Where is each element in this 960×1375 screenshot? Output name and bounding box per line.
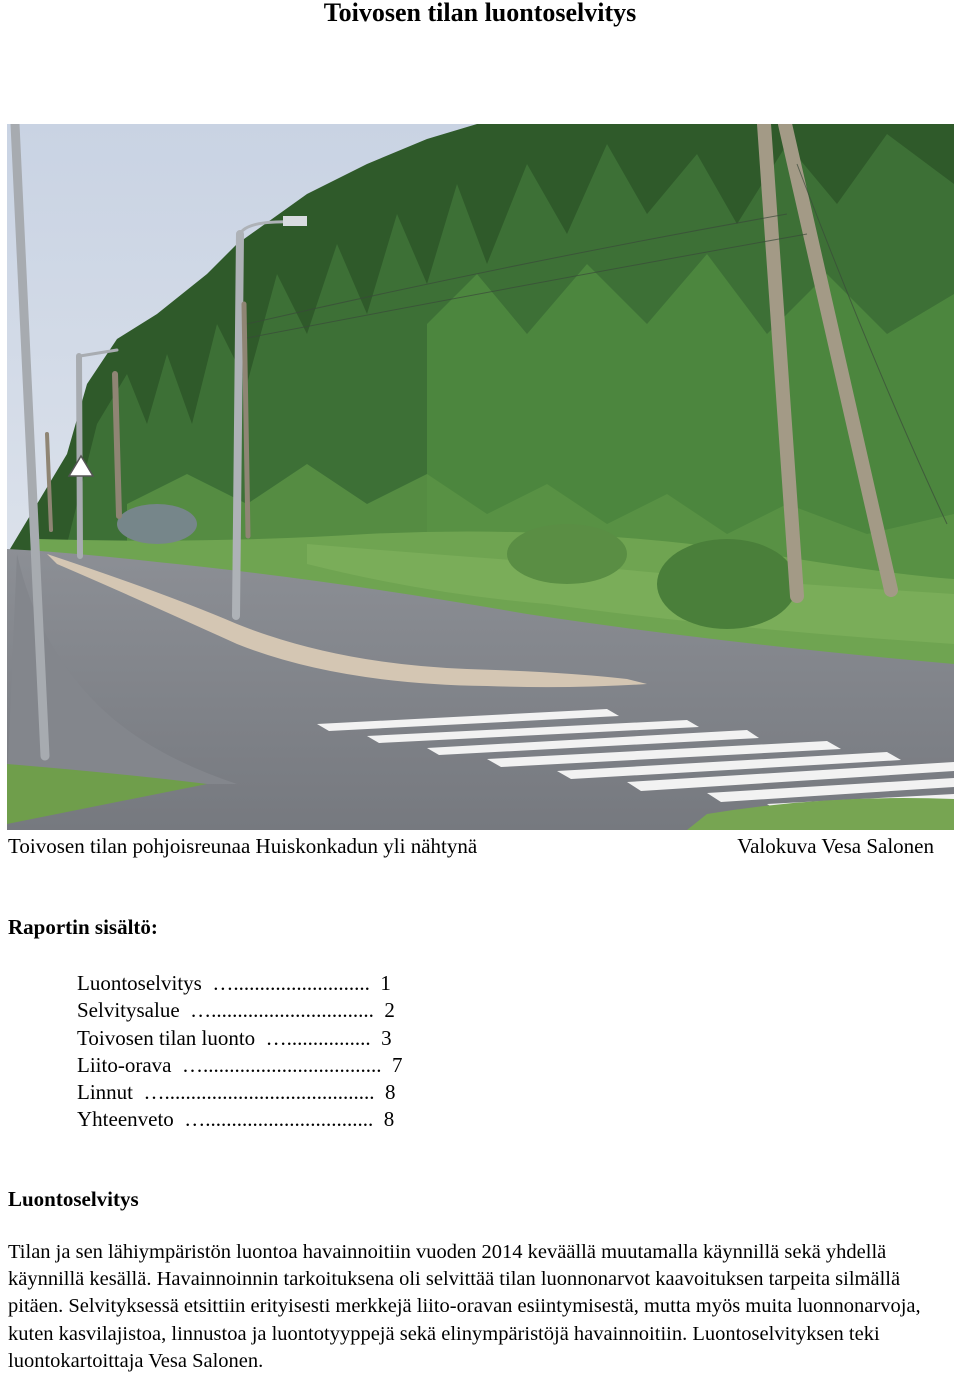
toc-heading: Raportin sisältö: (8, 915, 158, 939)
toc-item: Yhteenveto …................................ 8 (77, 1107, 395, 1132)
toc-item: Toivosen tilan luonto …................ 3 (77, 1025, 392, 1050)
toc-item: Linnut …........................................ 8 (77, 1080, 396, 1105)
toc-item: Luontoselvitys ….......................... 1 (77, 971, 391, 995)
toc-item: Selvitysalue …............................... 2 (77, 998, 395, 1023)
section-heading: Luontoselvitys (8, 1187, 139, 1211)
document-title: Toivosen tilan luontoselvitys (323, 0, 637, 27)
photo-caption: Toivosen tilan pohjoisreunaa Huiskonkadun yli nähtynä (8, 834, 478, 858)
toc-item: Liito-orava ….................................. 7 (77, 1052, 403, 1077)
table-of-contents (77, 970, 402, 1134)
roadside-forest-photo (7, 124, 954, 830)
photo-credit: Valokuva Vesa Salonen (737, 834, 934, 858)
section-paragraph: Tilan ja sen lähiympäristön luontoa havainnoitiin vuoden 2014 keväällä muutamalla käynnillä sekä yhdellä käynnillä kesällä. Havainnoinnin tarkoituksena oli selvittää tilan luonnonarvot kaavoituksen tarpeita silmällä pitäen. Selvityksessä etsittiin erityisesti merkkejä liito-oravan esiintymisestä, mutta myös muita luonnonarvoja, kuten kasvilajistoa, linnustoa ja luontotyyppejä sekä elinympäristöjä havainnoitiin. Luontoselvityksen teki luontokartoittaja Vesa Salonen. (8, 1241, 921, 1372)
